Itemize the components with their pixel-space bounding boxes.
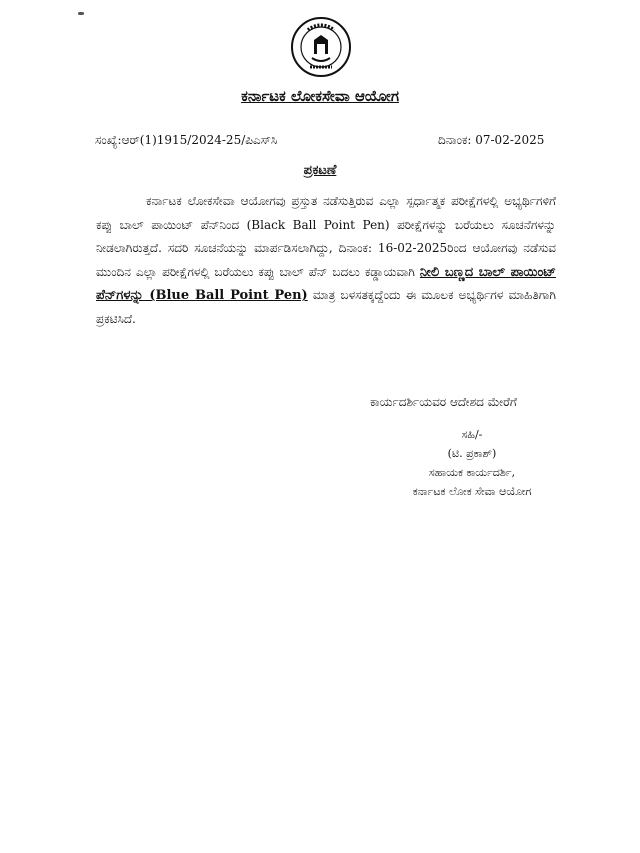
notice-heading: ಪ್ರಕಟಣೆ (303, 163, 337, 178)
notice-date: ದಿನಾಂಕ: 07-02-2025 (438, 133, 545, 147)
notice-body (96, 190, 556, 331)
notice-text-part2: ಮಾತ್ರ ಬಳಸತಕ್ಕದ್ದೆಂದು ಈ ಮೂಲಕ ಅಭ್ಯರ್ಥಿಗಳ ಮಾಹಿತಿಗಾಗಿ ಪ್ರಕಟಿಸಿದೆ. (96, 288, 556, 326)
notice-emphasis: ನೀಲಿ ಬಣ್ಣದ ಬಾಲ್ ಪಾಯಿಂಟ್ ಪೆನ್‌ಗಳನ್ನು (Blue Ball Point Pen) (96, 264, 557, 303)
signatory-organization: ಕರ್ನಾಟಕ ಲೋಕ ಸೇವಾ ಆಯೋಗ (412, 485, 532, 498)
reference-number: ಸಂಖ್ಯೆ:ಆರ್(1)1915/2024-25/ಪಿಎಸ್‌ಸಿ (95, 133, 278, 147)
order-line: ಕಾರ್ಯದರ್ಶಿಯವರ ಆದೇಶದ ಮೇರೆಗೆ (370, 395, 517, 409)
kpsc-emblem-icon (290, 16, 352, 78)
signatory-name: (ಟಿ. ಪ್ರಕಾಶ್) (447, 447, 497, 460)
signature-block (372, 425, 572, 501)
scan-mark (78, 12, 84, 15)
page-title: ಕರ್ನಾಟಕ ಲೋಕಸೇವಾ ಆಯೋಗ (241, 87, 399, 105)
notice-text-part1: ಕರ್ನಾಟಕ ಲೋಕಸೇವಾ ಆಯೋಗವು ಪ್ರಸ್ತುತ ನಡೆಸುತ್ತಿರುವ ಎಲ್ಲಾ ಸ್ಪರ್ಧಾತ್ಮಕ ಪರೀಕ್ಷೆಗಳಲ್ಲಿ ಅಭ್ಯರ್ಥಿಗಳಿಗೆ ಕಪ್ಪು ಬಾಲ್ ಪಾಯಿಂಟ್ ಪೆನ್‌ನಿಂದ (Black Ball Point Pen) ಪರೀಕ್ಷೆಗಳನ್ನು ಬರೆಯಲು ಸೂಚನೆಗಳನ್ನು ನೀಡಲಾಗಿರುತ್ತದೆ. ಸದರಿ ಸೂಚನೆಯನ್ನು ಮಾರ್ಪಡಿಸಲಾಗಿದ್ದು, ದಿನಾಂಕ: 16-02-2025ರಿಂದ ಆಯೋಗವು ನಡೆಸುವ ಮುಂದಿನ ಎಲ್ಲಾ ಪರೀಕ್ಷೆಗಳಲ್ಲಿ ಬರೆಯಲು ಕಪ್ಪು ಬಾಲ್ ಪೆನ್ ಬದಲು ಕಡ್ಡಾಯವಾಗಿ (96, 194, 556, 279)
signatory-designation: ಸಹಾಯಕ ಕಾರ್ಯದರ್ಶಿ, (428, 466, 516, 479)
signed-mark: ಸಹಿ/- (461, 428, 483, 441)
